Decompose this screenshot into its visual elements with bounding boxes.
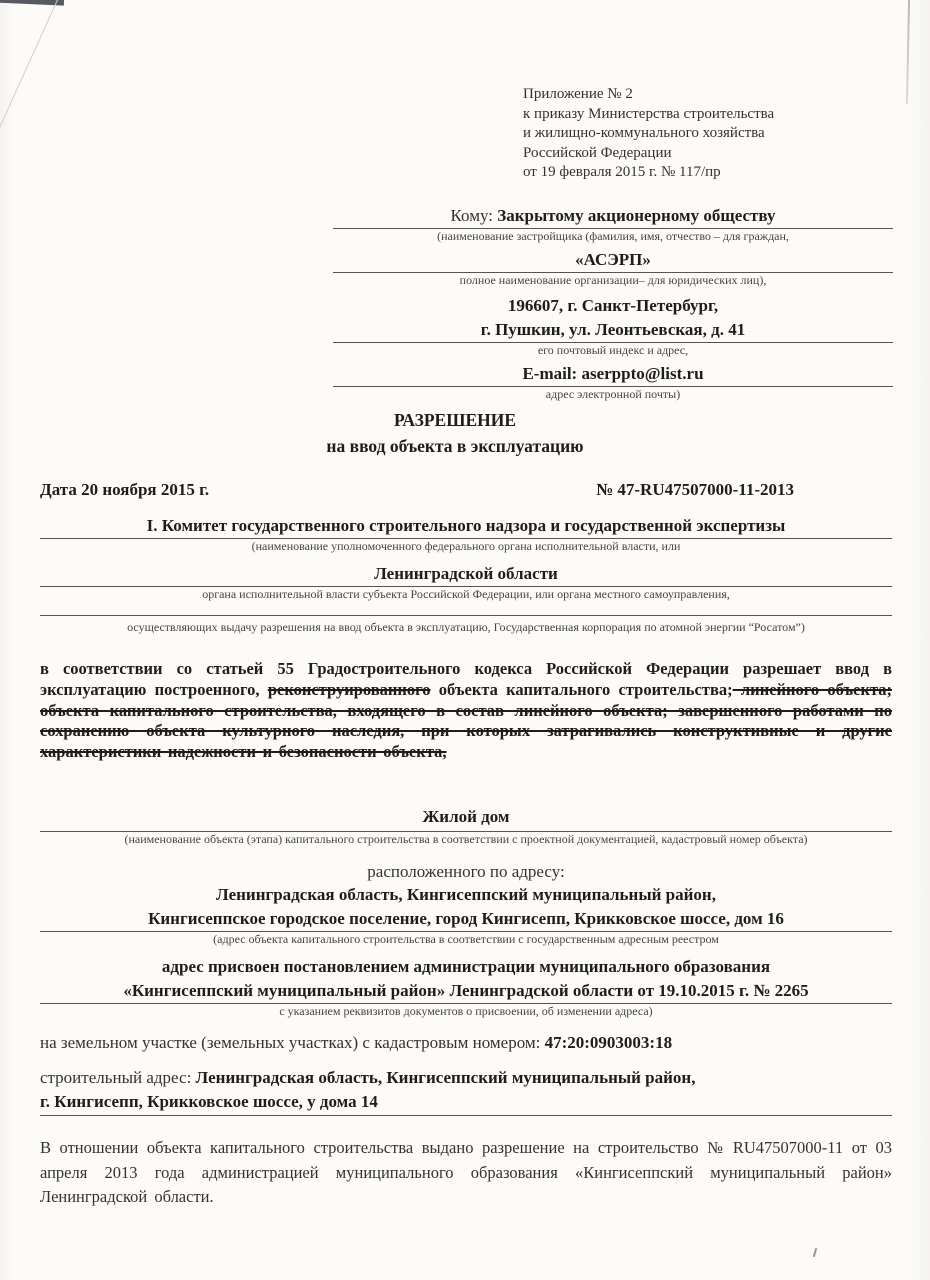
construction-address-line-2: г. Кингисепп, Крикковское шоссе, у дома 14 <box>40 1092 378 1111</box>
parcel-line <box>40 1032 892 1054</box>
authority-region: Ленинградской области <box>40 562 892 587</box>
issuing-authority-section <box>40 514 892 635</box>
construction-address-line-1: Ленинградская область, Кингисеппский муниципальный район, <box>195 1068 696 1087</box>
addressee-to-prefix: Кому: <box>450 206 498 225</box>
location-caption-assignment: с указанием реквизитов документов о присвоении, об изменении адреса) <box>279 1004 653 1018</box>
location-block <box>40 860 892 1019</box>
addressee-email: E-mail: aserppto@list.ru <box>333 362 893 387</box>
addressee-address-line-2: г. Пушкин, ул. Леонтьевская, д. 41 <box>333 318 893 343</box>
addressee-org-name: «АСЭРП» <box>333 248 893 273</box>
meta-row <box>40 478 892 502</box>
title-line-1: РАЗРЕШЕНИЕ <box>393 410 517 430</box>
location-caption-registry: (адрес объекта капитального строительства в соответствии с государственным адресным реестром <box>213 932 719 946</box>
document-date: Дата 20 ноября 2015 г. <box>40 480 210 499</box>
permit-note-paragraph: В отношении объекта капитального строительства выдано разрешение на строительство № RU47507000-11 от 03 апреля 2013 года администрацией муниципального образования «Кингисеппский муниципальный район» Ленинградской области. <box>40 1138 892 1207</box>
statement-struck-reconstructed: реконструированного <box>267 679 431 699</box>
object-name: Жилой дом <box>40 803 892 832</box>
location-line-4: «Кингисеппский муниципальный район» Ленинградской области от 19.10.2015 г. № 2265 <box>40 979 892 1004</box>
annex-reference-block <box>523 85 895 183</box>
parcel-label: на земельном участке (земельных участках) с кадастровым номером: <box>40 1033 545 1052</box>
title-line-2: на ввод объекта в эксплуатацию <box>326 436 584 456</box>
parcel-number: 47:20:0903003:18 <box>544 1033 673 1052</box>
location-line-3: адрес присвоен постановлением администрации муниципального образования <box>161 957 771 976</box>
statement-part-1: в соответствии со статьей 55 Градостроительного кодекса Российской Федерации разрешает ввод в эксплуатацию построенного, <box>40 659 892 699</box>
addressee-to-value: Закрытому акционерному обществу <box>497 206 776 225</box>
authority-heading: I. Комитет государственного строительного надзора и государственной экспертизы <box>40 514 892 539</box>
construction-address-label: строительный адрес: <box>40 1068 196 1087</box>
addressee-caption-developer: (наименование застройщика (фамилия, имя, отчество – для граждан, <box>437 229 789 243</box>
scan-artifact-right-edge <box>906 0 910 104</box>
annex-line: Российской Федерации <box>523 144 672 161</box>
document-number: № 47-RU47507000-11-2013 <box>596 480 794 499</box>
statement-part-2: объекта капитального строительства; <box>430 679 733 699</box>
scan-artifact-corner-fold <box>0 0 58 128</box>
object-caption: (наименование объекта (этапа) капитального строительства в соответствии с проектной документацией, кадастровый номер объекта) <box>124 832 808 846</box>
authority-caption-rosatom: осуществляющих выдачу разрешения на ввод объекта в эксплуатацию, Государственная корпорация по атомной энергии “Росатом”) <box>127 620 805 634</box>
annex-line: и жилищно-коммунального хозяйства <box>523 125 765 142</box>
location-intro: расположенного по адресу: <box>367 862 565 881</box>
addressee-to-line <box>333 204 893 229</box>
statement-struck-linear-object: линейного объекта; объекта капитального строительства, входящего в состав линейного объекта; завершенного работами по сохранению объекта культурного наследия, при которых затрагивались конструктивные и другие характеристики надежности и безопасности объекта, <box>40 679 893 762</box>
annex-line: от 19 февраля 2015 г. № 117/пр <box>523 164 721 181</box>
authority-caption-regional: органа исполнительной власти субъекта Российской Федерации, или органа местного самоуправления, <box>202 587 730 601</box>
authority-caption-federal: (наименование уполномоченного федерального органа исполнительной власти, или <box>251 539 681 553</box>
addressee-caption-email: адрес электронной почты) <box>545 387 681 401</box>
addressee-address-line-1: 196607, г. Санкт-Петербург, <box>507 296 719 315</box>
location-line-2: Кингисеппское городское поселение, город Кингисепп, Крикковское шоссе, дом 16 <box>40 907 892 932</box>
location-line-1: Ленинградская область, Кингисеппский муниципальный район, <box>216 885 716 904</box>
scan-artifact-bottom-mark <box>813 1248 817 1257</box>
addressee-block <box>333 204 893 402</box>
statement-paragraph <box>40 659 892 763</box>
addressee-caption-postal: его почтовый индекс и адрес, <box>537 343 689 357</box>
annex-line: Приложение № 2 <box>523 86 633 102</box>
addressee-caption-org: полное наименование организации– для юридических лиц), <box>459 273 767 287</box>
document-title <box>20 407 890 459</box>
construction-address-block <box>40 1066 892 1116</box>
object-block <box>40 803 892 847</box>
annex-line: к приказу Министерства строительства <box>523 105 775 122</box>
